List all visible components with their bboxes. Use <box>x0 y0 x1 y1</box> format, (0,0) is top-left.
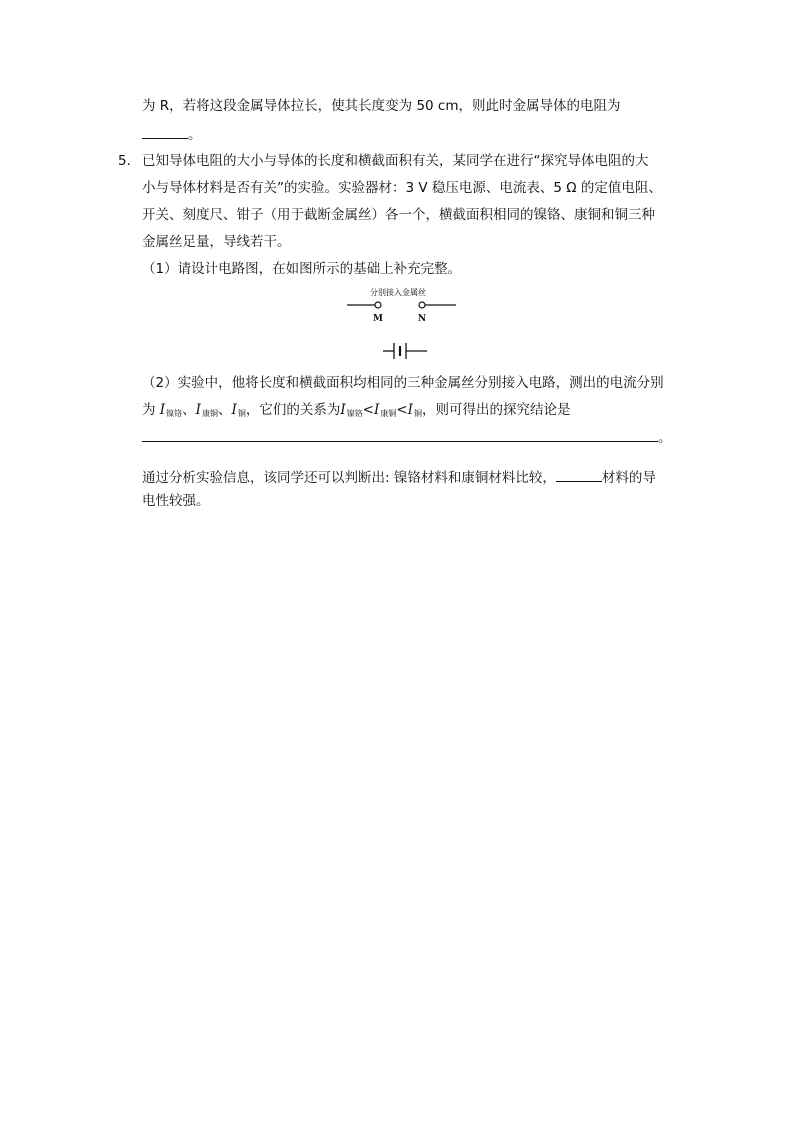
analysis-text: 通过分析实验信息，该同学还可以判断出: 镍铬材料和康铜材料比较， <box>142 470 556 486</box>
q5-part-2-line-4 <box>142 467 656 488</box>
current-symbol: I <box>407 402 413 418</box>
separator: 、 <box>217 402 232 418</box>
current-symbol: I <box>340 402 346 418</box>
less-than-sign: < <box>362 402 374 418</box>
current-symbol: I <box>231 402 237 418</box>
figure-caption: 分别接入金属丝 <box>370 288 426 297</box>
question-number-5: 5． <box>118 153 141 169</box>
separator: 、 <box>182 402 196 418</box>
prev-question-text: 为 R，若将这段金属导体拉长，使其长度变为 50 cm，则此时金属导体的电阻为 <box>142 98 621 114</box>
subscript-copper: 铜 <box>237 409 246 418</box>
period: 。 <box>188 127 202 143</box>
answer-blank-conclusion[interactable] <box>142 427 658 442</box>
answer-blank-material[interactable] <box>556 467 602 482</box>
battery-symbol <box>383 343 427 359</box>
terminal-n-label: N <box>417 314 427 324</box>
less-than-sign: < <box>396 402 408 418</box>
q5-part-2-line-5: 电性较强。 <box>142 493 210 509</box>
period: 。 <box>658 430 672 446</box>
subscript-copper: 铜 <box>413 409 422 418</box>
text-wei: 为 <box>142 402 156 418</box>
terminal-m-label: M <box>373 314 383 324</box>
prev-question-line-1 <box>142 96 621 116</box>
q5-line-1: 已知导体电阻的大小与导体的长度和横截面积有关，某同学在进行“探究导体电阻的大 <box>142 153 649 169</box>
current-symbol: I <box>373 402 380 418</box>
q5-part-2-line-3 <box>142 427 672 448</box>
analysis-text-suffix: 材料的导 <box>601 470 656 486</box>
relation-text: ，它们的关系为 <box>245 402 341 418</box>
subscript-constantan: 康铜 <box>380 409 397 418</box>
prev-question-line-2 <box>142 124 202 145</box>
subscript-constantan: 康铜 <box>201 409 218 418</box>
q5-line-2: 小与导体材料是否有关”的实验。实验器材：3 V 稳压电源、电流表、5 Ω 的定值电阻、 <box>142 180 662 196</box>
subscript-nichrome: 镍铬 <box>166 409 183 418</box>
circuit-diagram[interactable] <box>340 283 470 363</box>
answer-blank-resistance[interactable] <box>142 124 188 139</box>
terminal-m-dot <box>375 302 381 308</box>
q5-part-2-line-1: （2）实验中，他将长度和横截面积均相同的三种金属丝分别接入电路，测出的电流分别 <box>142 375 664 391</box>
q5-line-3: 开关、刻度尺、钳子（用于截断金属丝）各一个，横截面积相同的镍铬、康铜和铜三种 <box>142 207 655 223</box>
terminal-n-dot <box>419 302 425 308</box>
current-symbol: I <box>195 402 201 418</box>
subscript-nichrome: 镍铬 <box>346 409 363 418</box>
current-symbol: I <box>159 402 166 418</box>
q5-line-4: 金属丝足量，导线若干。 <box>142 234 291 250</box>
conclusion-prompt: ，则可得出的探究结论是 <box>421 402 571 418</box>
q5-part-2-line-2 <box>142 400 570 424</box>
q5-part-1: （1）请设计电路图，在如图所示的基础上补充完整。 <box>142 261 462 277</box>
